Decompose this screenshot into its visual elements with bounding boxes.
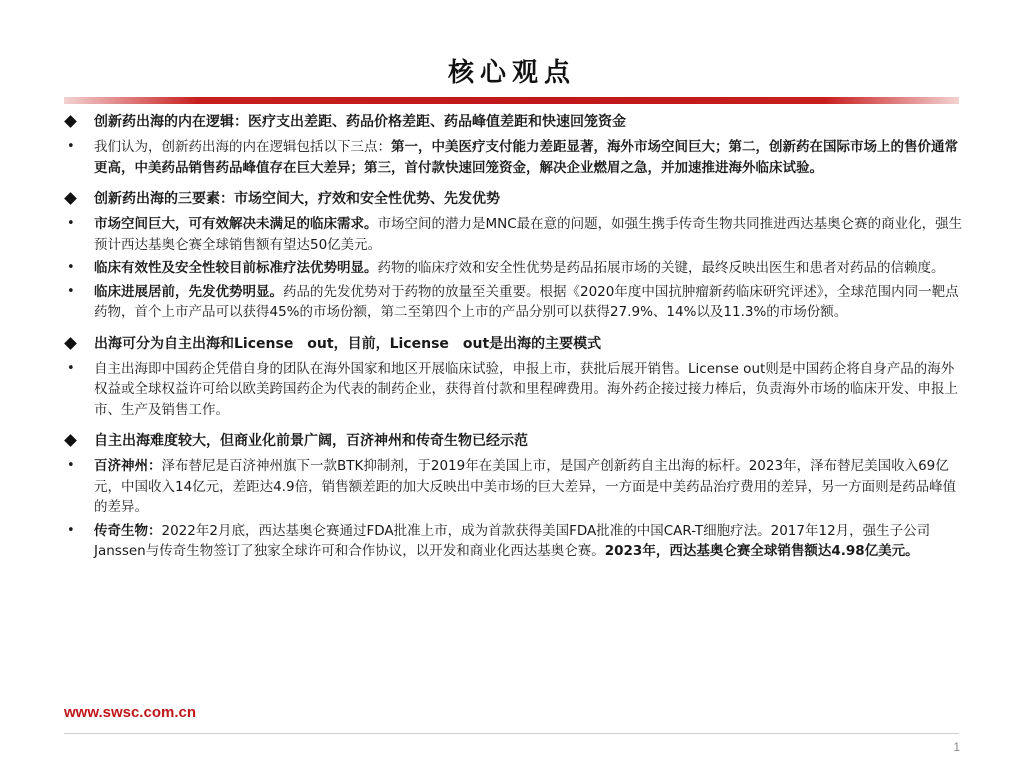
dot-bullet-icon: •: [67, 522, 75, 538]
section-heading: [64, 333, 964, 355]
dot-bullet-icon: •: [67, 260, 75, 275]
item-bold-text: 临床进展居前，先发优势明显。: [94, 283, 283, 300]
page-number: 1: [953, 740, 960, 754]
item-text: 市场空间的潜力是MNC最在意的问题，如强生携手传奇生物共同推进西达基奥仑赛的商业化，强生预计西达基奥仑赛全球销售额有望达50亿美元。: [94, 216, 963, 253]
dot-bullet-icon: •: [67, 139, 75, 154]
content-area: [64, 111, 964, 572]
bullet-item: [64, 521, 964, 562]
item-text: 我们认为，创新药出海的内在逻辑包括以下三点：: [94, 139, 391, 155]
dot-bullet-icon: •: [67, 360, 75, 376]
item-bold-text: 传奇生物：: [94, 522, 162, 539]
diamond-bullet-icon: [64, 434, 77, 447]
item-bold-text: 第一，中美医疗支付能力差距显著，海外市场空间巨大；第二，创新药在国际市场上的售价通常更高，中美药品销售药品峰值存在巨大差异；第三，首付款快速回笼资金，解决企业燃眉之急，并加速推进海外临床试验。: [94, 139, 958, 176]
item-bold-text: 市场空间巨大，可有效解决未满足的临床需求。: [94, 216, 378, 232]
page-title: 核心观点: [447, 58, 576, 88]
item-text: 药品的先发优势对于药物的放量至关重要。根据《2020年度中国抗肿瘤新药临床研究评述》，全球范围内同一靶点药物，首个上市产品可以获得45%的市场份额，第二至第四个上市的产品分别可以获得27.9%、14%以及11.3%的市场份额。: [94, 283, 959, 320]
section-heading: [64, 188, 964, 210]
bullet-item: [64, 456, 964, 518]
section-heading-text: 自主出海难度较大，但商业化前景广阔，百济神州和传奇生物已经示范: [94, 433, 528, 449]
section-heading-text: 创新药出海的内在逻辑：医疗支出差距、药品价格差距、药品峰值差距和快速回笼资金: [94, 114, 626, 130]
diamond-bullet-icon: [64, 192, 77, 205]
item-text: 药物的临床疗效和安全性优势是药品拓展市场的关键，最终反映出医生和患者对药品的信赖度。: [377, 260, 945, 276]
section-heading-text: 创新药出海的三要素：市场空间大，疗效和安全性优势、先发优势: [94, 191, 500, 207]
section-4: [64, 430, 964, 562]
section-heading-text: 出海可分为自主出海和License out，目前，License out是出海的主要模式: [94, 335, 602, 352]
item-bold-text: 百济神州：: [94, 458, 162, 474]
section-2: [64, 188, 964, 323]
diamond-bullet-icon: [64, 115, 77, 128]
section-heading: [64, 111, 964, 133]
bullet-item: [64, 359, 964, 421]
title-underline: [64, 97, 959, 104]
footer-url[interactable]: www.swsc.com.cn: [64, 704, 196, 721]
section-1: [64, 111, 964, 178]
footer-divider: [64, 733, 959, 734]
item-text: 泽布替尼是百济神州旗下一款BTK抑制剂，于2019年在美国上市，是国产创新药自主出海的标杆。2023年，泽布替尼美国收入69亿元，中国收入14亿元，差距达4.9倍，销售额差距的加大反映出中美市场的巨大差异，一方面是中美药品治疗费用的差异，另一方面则是药品峰值的差异。: [94, 458, 957, 515]
dot-bullet-icon: •: [67, 458, 75, 473]
bullet-item: [64, 214, 964, 255]
dot-bullet-icon: •: [67, 283, 75, 299]
item-bold-text: 临床有效性及安全性较目前标准疗法优势明显。: [94, 260, 378, 276]
item-bold-text: 2023年，西达基奥仑赛全球销售额达4.98亿美元。: [604, 543, 919, 559]
section-3: [64, 333, 964, 421]
bullet-item: [64, 258, 964, 279]
item-text: 自主出海即中国药企凭借自身的团队在海外国家和地区开展临床试验，申报上市，获批后展开销售。License out则是中国药企将自身产品的海外权益或全球权益许可给以欧美跨国药企为代表的制药企业，获得首付款和里程碑费用。海外药企接过接力棒后，负责海外市场的临床开发、申报上市、生产及销售工作。: [94, 360, 958, 418]
dot-bullet-icon: •: [67, 216, 75, 231]
bullet-item: [64, 282, 964, 323]
bullet-item: [64, 137, 964, 178]
diamond-bullet-icon: [64, 337, 77, 350]
item-text: 2022年2月底，西达基奥仑赛通过FDA批准上市，成为首款获得美国FDA批准的中国CAR-T细胞疗法。2017年12月，强生子公司Janssen与传奇生物签订了独家全球许可和合作协议，以开发和商业化西达基奥仑赛。: [94, 522, 931, 559]
section-heading: [64, 430, 964, 452]
